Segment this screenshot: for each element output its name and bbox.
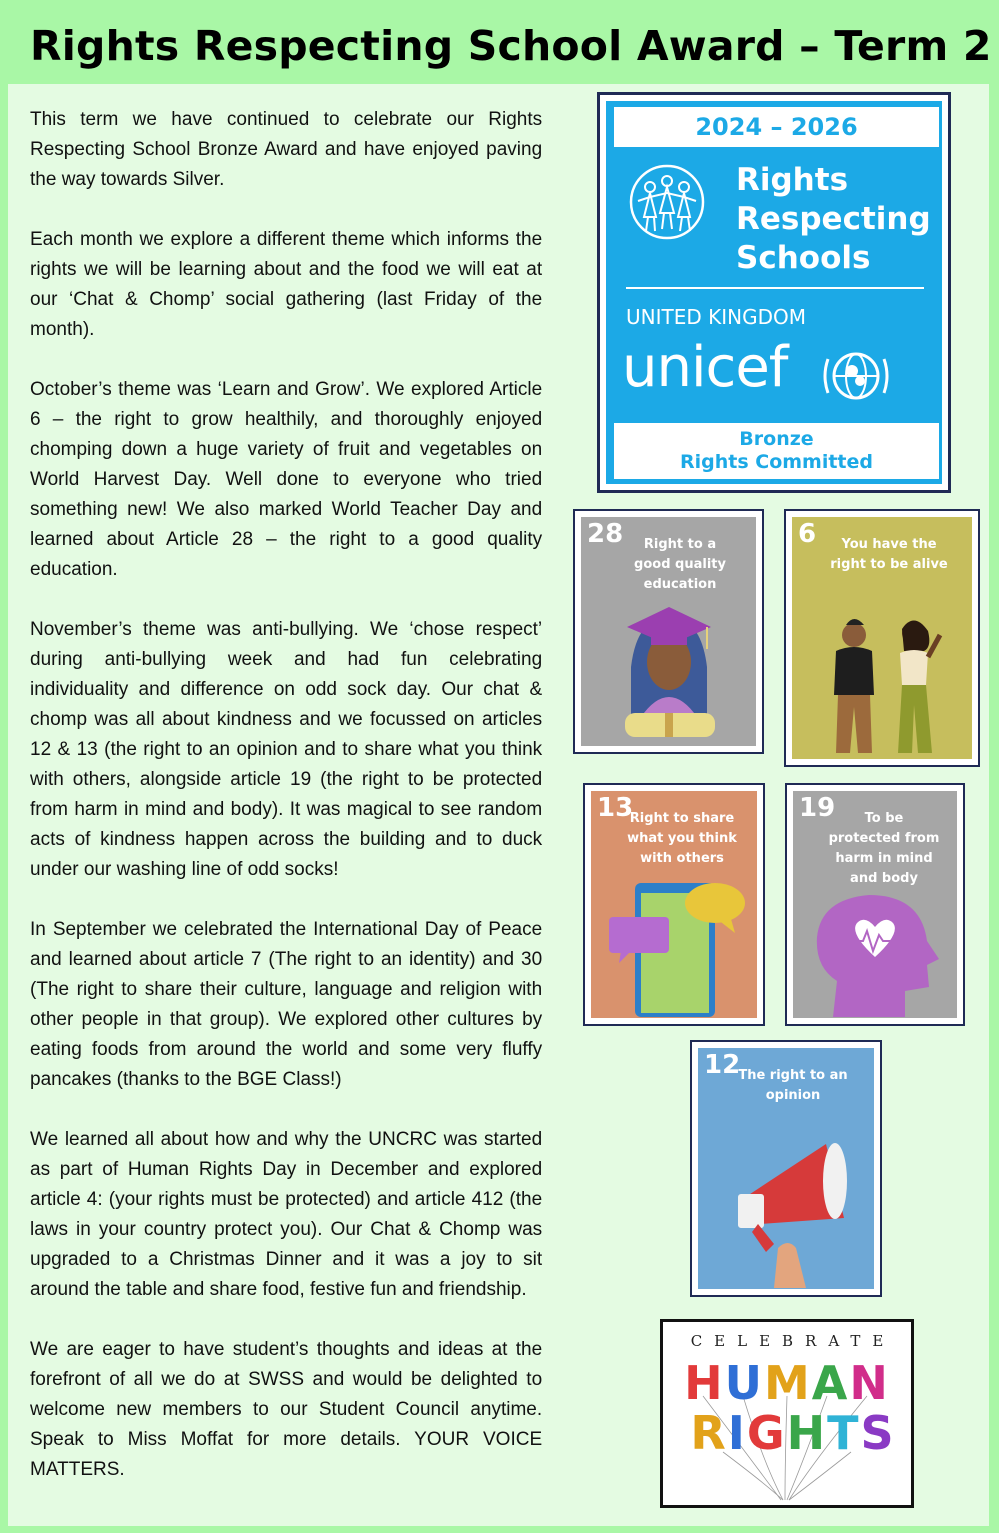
- celebrate-human-rights-image: [660, 1319, 914, 1508]
- poster-19-number: 19: [799, 793, 836, 823]
- poster-19-line-2: protected from: [828, 831, 940, 846]
- children-circle-icon: [628, 159, 706, 245]
- head-heart-illustration-icon: [793, 791, 957, 1018]
- page-title: Rights Respecting School Award – Term 2: [30, 22, 992, 70]
- poster-article-19: [785, 783, 965, 1026]
- paragraph-monthly-themes: Each month we explore a different theme which informs the rights we will be learning about and the food we will eat at our ‘Chat & Chomp’ social gathering (last Friday of the month).: [30, 228, 543, 340]
- paragraph-december: We learned all about how and why the UNCRC was started as part of Human Rights Day in December and explored article 4: (your rights must be protected) and article 412 (the laws in your country protect you). Our Chat & Chomp was upgraded to a Christmas Dinner and it was a joy to sit around the table and share food, festive fun and friendship.: [30, 1128, 543, 1300]
- badge-line-respecting: Respecting: [736, 201, 931, 237]
- rights-word: RIGHTS: [690, 1406, 896, 1460]
- paragraph-september: In September we celebrated the International Day of Peace and learned about article 7 (The right to an identity) and 30 (The right to share their culture, language and religion with other people in that group). We explored other cultures by eating foods from around the world and some very fluffy pancakes (thanks to the BGE Class!): [30, 918, 543, 1090]
- poster-19-line-1: To be: [864, 811, 904, 826]
- poster-28-panel: [581, 517, 756, 746]
- poster-6-line-1: You have the: [841, 537, 937, 552]
- paragraph-student-voice: We are eager to have student’s thoughts and ideas at the forefront of all we do at SWSS and would be delighted to welcome new members to our Student Council anytime. Speak to Miss Moffat for more details. YOUR VOICE MATTERS.: [30, 1338, 543, 1480]
- poster-19-line-4: and body: [850, 871, 918, 886]
- badge-level: [614, 423, 939, 479]
- poster-13-line-3: with others: [640, 851, 724, 866]
- unicef-globe-icon: [818, 345, 894, 407]
- poster-article-12: [690, 1040, 882, 1297]
- phone-chat-illustration-icon: [591, 791, 757, 1018]
- megaphone-illustration-icon: [698, 1048, 874, 1289]
- poster-6-number: 6: [798, 519, 817, 549]
- two-people-illustration-icon: [792, 517, 972, 759]
- celebrate-word: CELEBRATE: [690, 1332, 896, 1350]
- poster-article-13: [583, 783, 765, 1026]
- poster-28-line-3: education: [643, 577, 717, 592]
- poster-article-28: [573, 509, 764, 754]
- unicef-logo-text: unicef: [622, 335, 788, 400]
- badge-level-bronze: Bronze: [739, 428, 814, 450]
- poster-28-number: 28: [587, 519, 624, 549]
- badge-divider: [626, 287, 924, 289]
- paragraph-november: November’s theme was anti-bullying. We ‘chose respect’ during anti-bullying week and had fun celebrating individuality and difference on odd sock day. Our chat & chomp was all about kindness and we focussed on articles 12 & 13 (the right to an opinion and to share what you think with others, alongside article 19 (the right to be protected from harm in mind and body). It was magical to see random acts of kindness happen across the building and to duck under our washing line of odd socks!: [30, 618, 543, 880]
- poster-12-number: 12: [704, 1050, 741, 1080]
- poster-28-line-2: good quality: [634, 557, 726, 572]
- poster-19-panel: [793, 791, 957, 1018]
- poster-12-line-2: opinion: [765, 1088, 821, 1103]
- paragraph-intro: This term we have continued to celebrate our Rights Respecting School Bronze Award and have enjoyed paving the way towards Silver.: [30, 108, 543, 190]
- article-body: [30, 104, 542, 1484]
- poster-28-line-1: Right to a: [643, 537, 717, 552]
- poster-12-panel: [698, 1048, 874, 1289]
- badge-country: UNITED KINGDOM: [626, 305, 806, 329]
- award-badge: [597, 92, 951, 493]
- badge-panel: [606, 101, 942, 484]
- poster-13-panel: [591, 791, 757, 1018]
- badge-line-schools: Schools: [736, 240, 871, 276]
- poster-6-panel: [792, 517, 972, 759]
- poster-12-line-1: The right to an: [738, 1068, 848, 1083]
- poster-13-line-1: Right to share: [629, 811, 735, 826]
- human-word: HUMAN: [684, 1356, 890, 1410]
- poster-6-line-2: right to be alive: [830, 557, 948, 572]
- badge-line-rights: Rights: [736, 162, 849, 198]
- badge-program-name: [736, 161, 931, 278]
- badge-level-committed: Rights Committed: [679, 451, 874, 473]
- poster-19-line-3: harm in mind: [835, 851, 933, 866]
- poster-article-6: [784, 509, 980, 767]
- paragraph-october: October’s theme was ‘Learn and Grow’. We explored Article 6 – the right to grow healthily, and thoroughly enjoyed chomping down a huge variety of fruit and vegetables on World Harvest Day. Well done to everyone who tried something new! We also marked World Teacher Day and learned about Article 28 – the right to a good quality education.: [30, 378, 543, 580]
- badge-years: 2024 – 2026: [614, 107, 939, 147]
- graduate-illustration-icon: [581, 517, 756, 746]
- poster-13-number: 13: [597, 793, 634, 823]
- poster-13-line-2: what you think: [627, 831, 737, 846]
